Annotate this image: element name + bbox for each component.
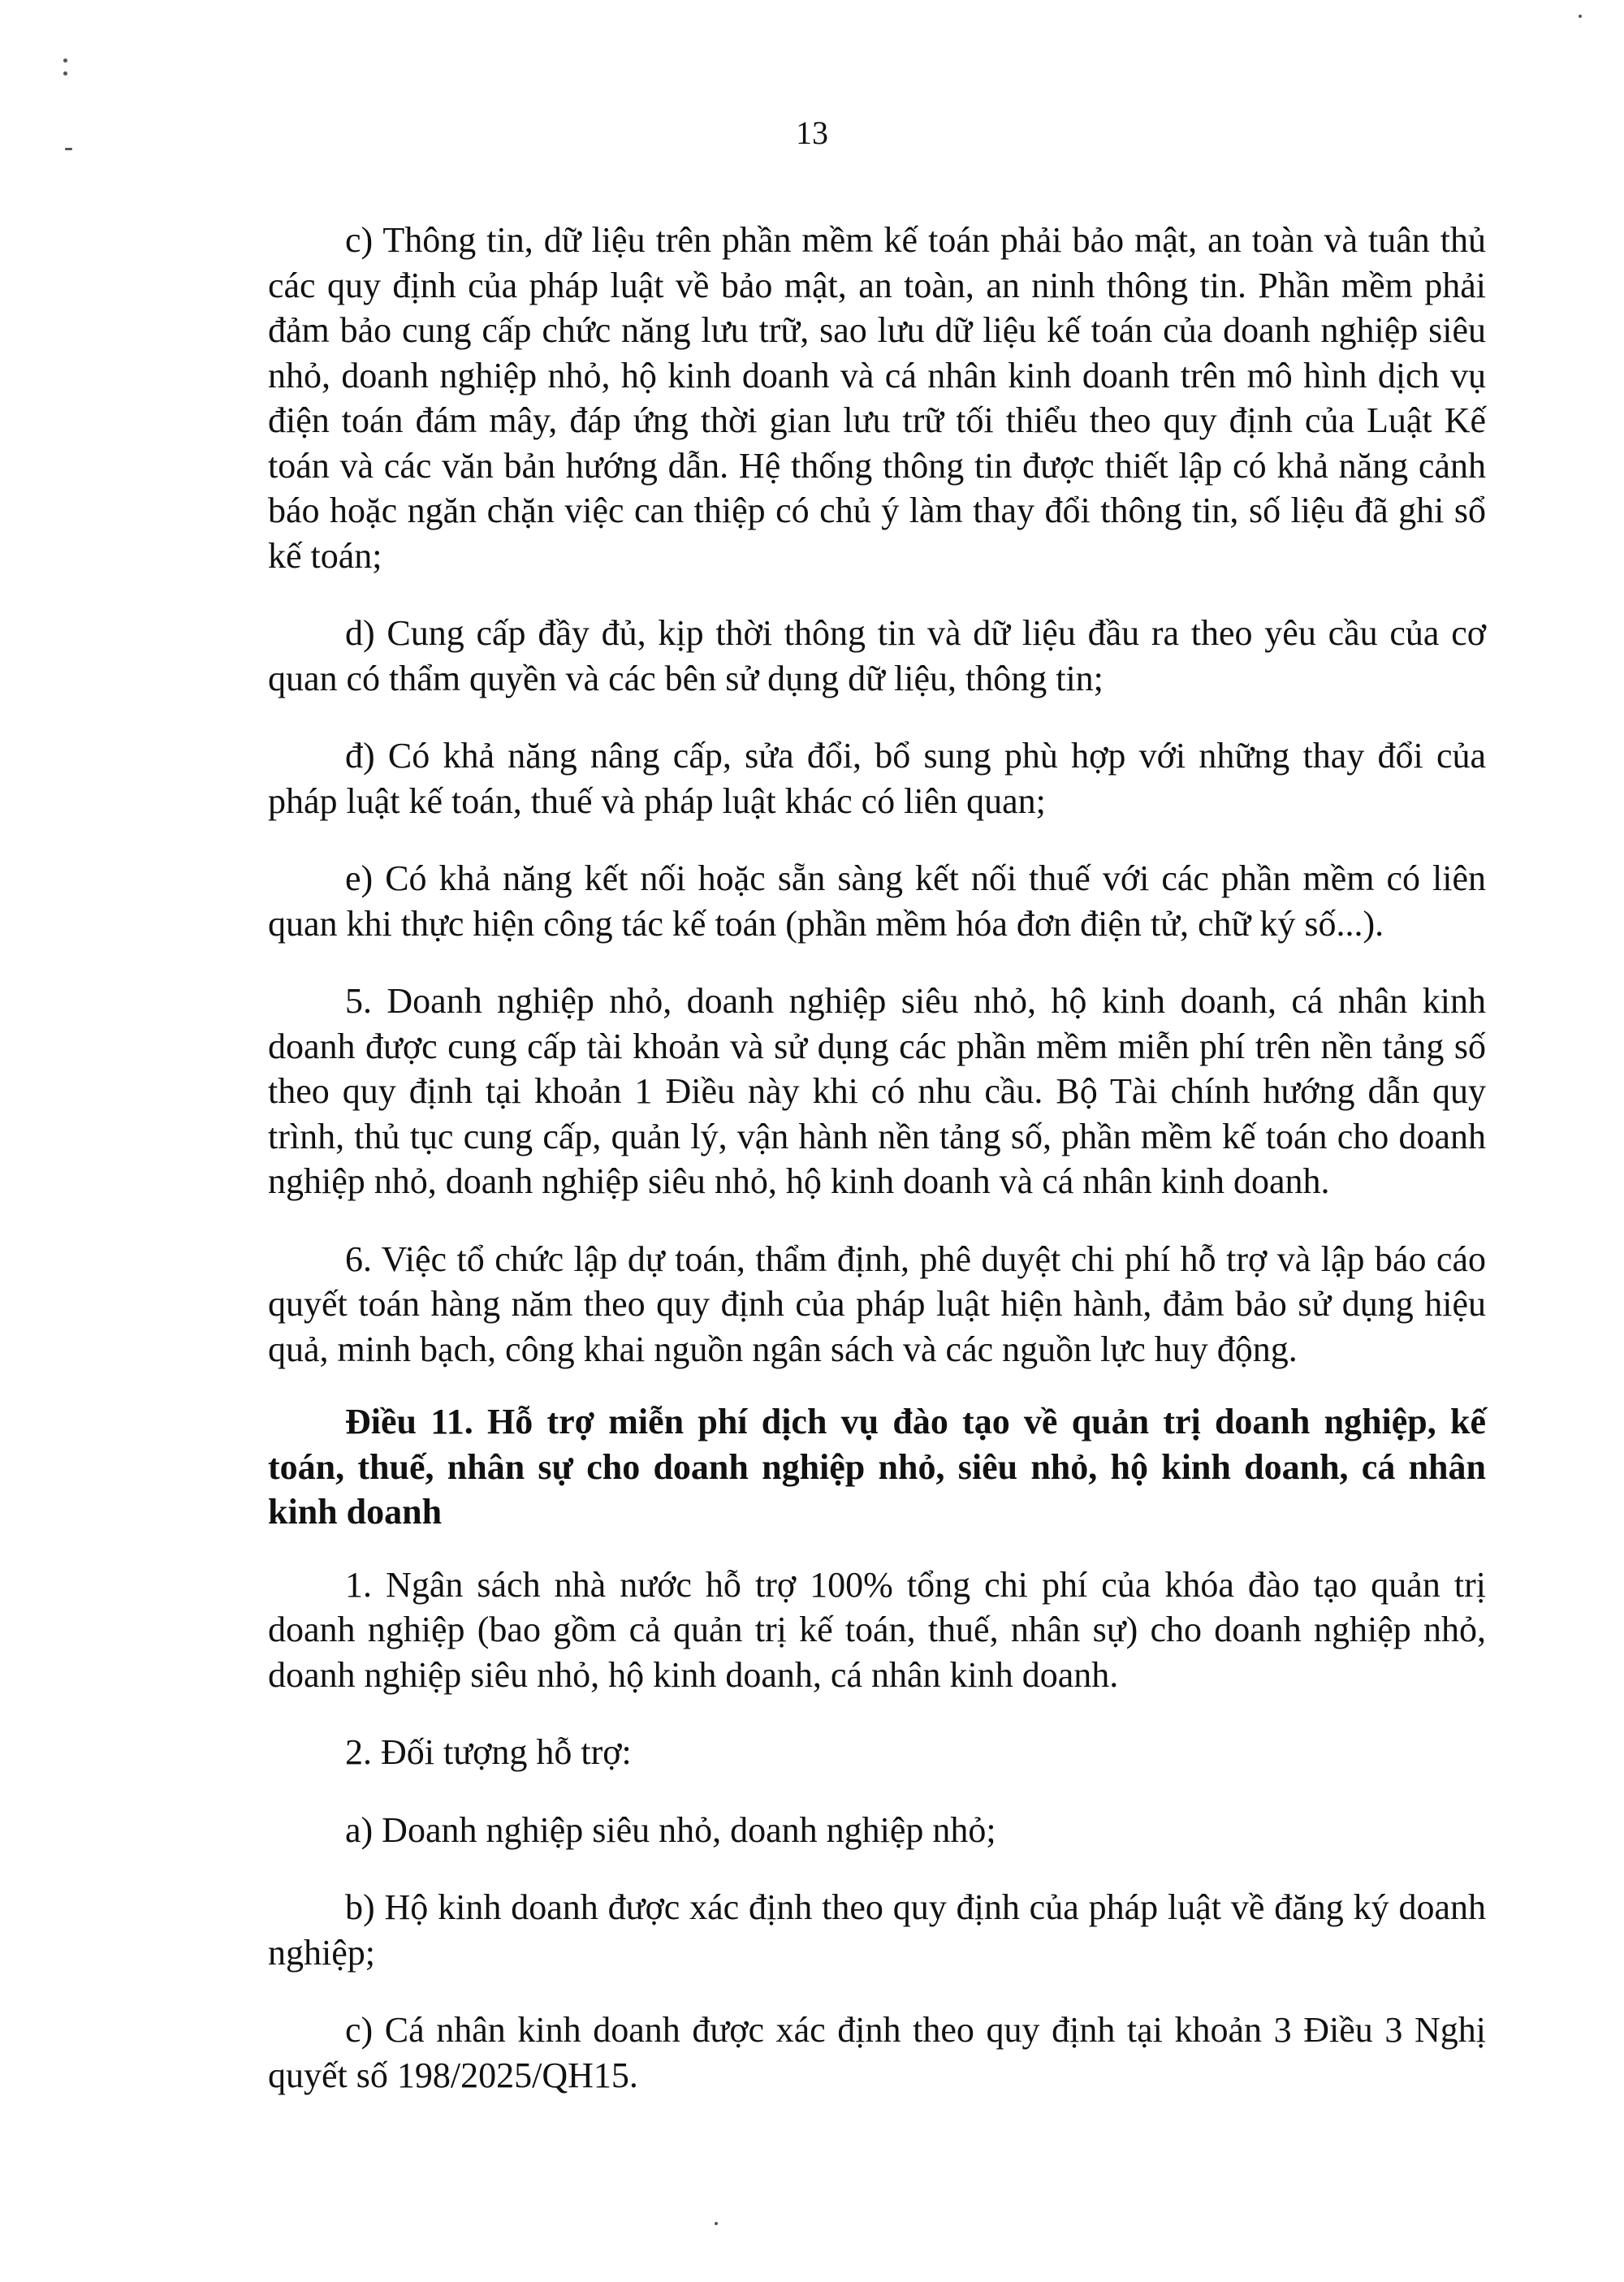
paragraph-art11-item-2c: c) Cá nhân kinh doanh được xác định theo quy định tại khoản 3 Điều 3 Nghị quyết số 198/2025/QH15. — [268, 2010, 1486, 2095]
scan-speck — [63, 58, 67, 63]
scan-speck — [1579, 15, 1582, 18]
paragraph-item-5: 5. Doanh nghiệp nhỏ, doanh nghiệp siêu nhỏ, hộ kinh doanh, cá nhân kinh doanh được cung cấp tài khoản và sử dụng các phần mềm miễn phí trên nền tảng số theo quy định tại khoản 1 Điều này khi có nhu cầu. Bộ Tài chính hướng dẫn quy trình, thủ tục cung cấp, quản lý, vận hành nền tảng số, phần mềm kế toán cho doanh nghiệp nhỏ, doanh nghiệp siêu nhỏ, hộ kinh doanh và cá nhân kinh doanh. — [268, 981, 1486, 1201]
paragraph-c-info-security: c) Thông tin, dữ liệu trên phần mềm kế toán phải bảo mật, an toàn và tuân thủ các quy định của pháp luật về bảo mật, an toàn, an ninh thông tin. Phần mềm phải đảm bảo cung cấp chức năng lưu trữ, sao lưu dữ liệu kế toán của doanh nghiệp siêu nhỏ, doanh nghiệp nhỏ, hộ kinh doanh và cá nhân kinh doanh trên mô hình dịch vụ điện toán đám mây, đáp ứng thời gian lưu trữ tối thiểu theo quy định của Luật Kế toán và các văn bản hướng dẫn. Hệ thống thông tin được thiết lập có khả năng cảnh báo hoặc ngăn chặn việc can thiệp có chủ ý làm thay đổi thông tin, số liệu đã ghi sổ kế toán; — [268, 220, 1486, 576]
scan-speck — [63, 71, 67, 76]
paragraph-art11-item-1: 1. Ngân sách nhà nước hỗ trợ 100% tổng chi phí của khóa đào tạo quản trị doanh nghiệp (bao gồm cả quản trị kế toán, thuế, nhân sự) cho doanh nghiệp nhỏ, doanh nghiệp siêu nhỏ, hộ kinh doanh, cá nhân kinh doanh. — [268, 1564, 1486, 1695]
paragraph-dd-upgrade: đ) Có khả năng nâng cấp, sửa đổi, bổ sung phù hợp với những thay đổi của pháp luật kế toán, thuế và pháp luật khác có liên quan; — [268, 736, 1486, 821]
paragraph-art11-item-2b: b) Hộ kinh doanh được xác định theo quy định của pháp luật về đăng ký doanh nghiệp; — [268, 1887, 1486, 1973]
paragraph-item-6: 6. Việc tổ chức lập dự toán, thẩm định, phê duyệt chi phí hỗ trợ và lập báo cáo quyết toán hàng năm theo quy định của pháp luật hiện hành, đảm bảo sử dụng hiệu quả, minh bạch, công khai nguồn ngân sách và các nguồn lực huy động. — [268, 1238, 1486, 1369]
scan-speck — [715, 2222, 718, 2225]
paragraph-art11-item-2: 2. Đối tượng hỗ trợ: — [345, 1732, 632, 1772]
paragraph-art11-item-2a: a) Doanh nghiệp siêu nhỏ, doanh nghiệp nhỏ; — [345, 1809, 996, 1850]
paragraph-d-output-data: d) Cung cấp đầy đủ, kịp thời thông tin và dữ liệu đầu ra theo yêu cầu của cơ quan có thẩm quyền và các bên sử dụng dữ liệu, thông tin; — [268, 613, 1486, 698]
page-number: 13 — [796, 115, 828, 151]
paragraph-e-connectivity: e) Có khả năng kết nối hoặc sẵn sàng kết nối thuế với các phần mềm có liên quan khi thực hiện công tác kế toán (phần mềm hóa đơn điện tử, chữ ký số...). — [268, 858, 1486, 944]
document-body — [268, 218, 1486, 2130]
article-11-heading: Điều 11. Hỗ trợ miễn phí dịch vụ đào tạo về quản trị doanh nghiệp, kế toán, thuế, nhân sự cho doanh nghiệp nhỏ, siêu nhỏ, hộ kinh doanh, cá nhân kinh doanh — [268, 1402, 1486, 1532]
